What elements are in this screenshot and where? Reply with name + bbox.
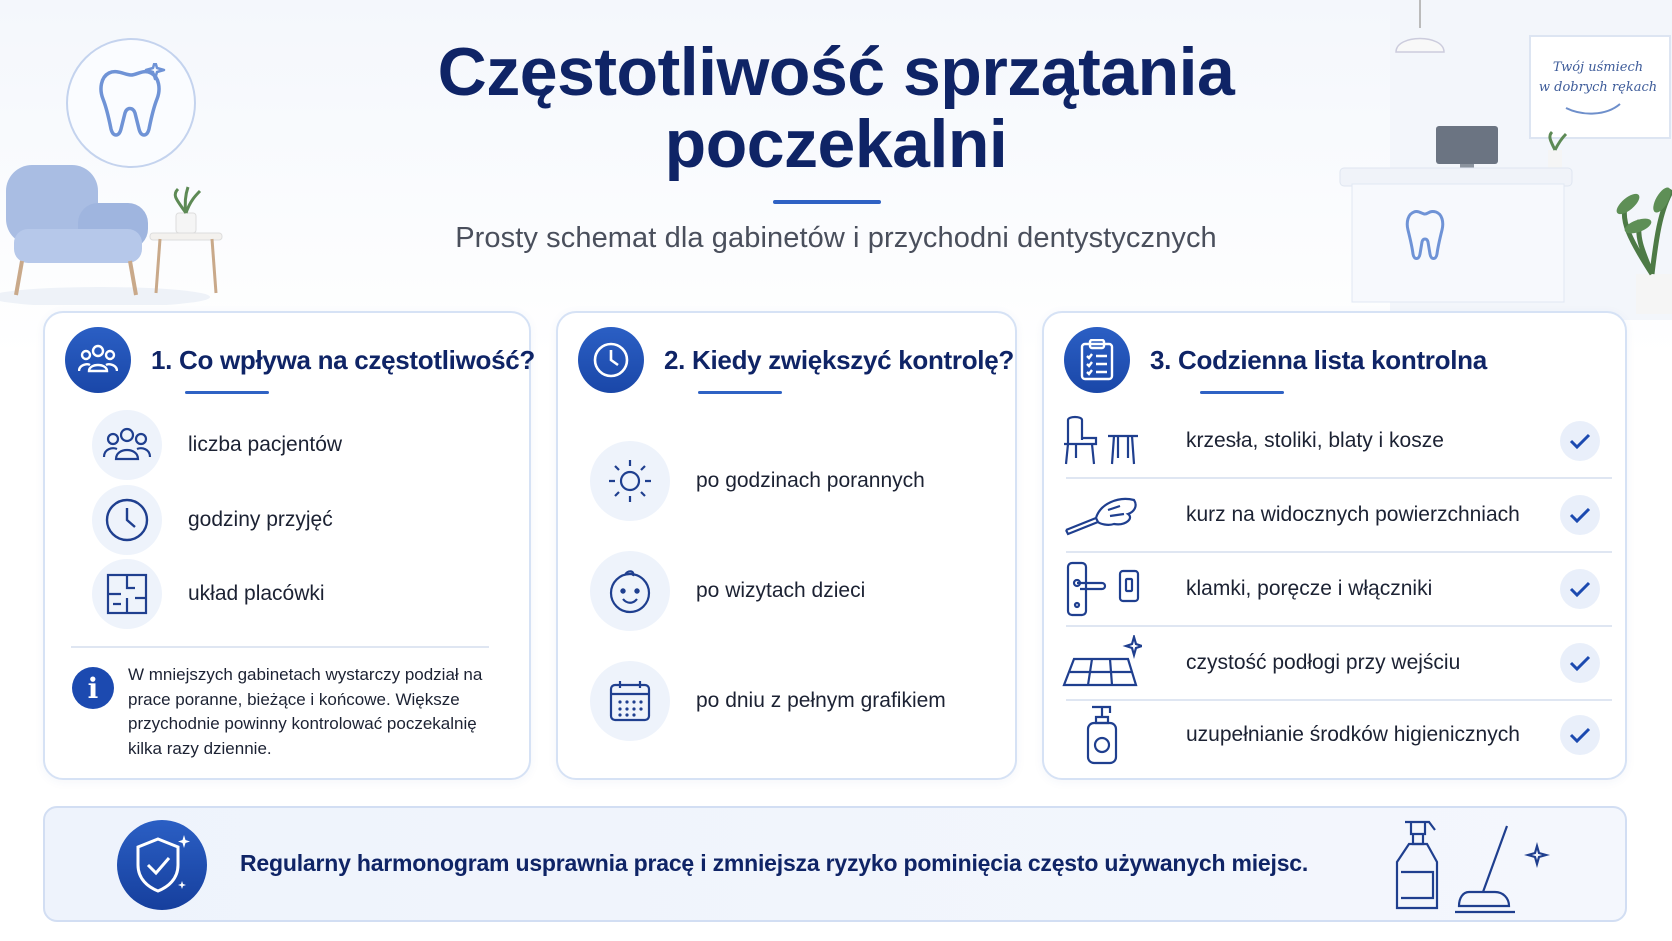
card-2-underline	[698, 391, 782, 394]
child-face-icon	[590, 551, 670, 631]
card-2-title: 2. Kiedy zwiększyć kontrolę?	[664, 344, 1014, 375]
card-2-header	[578, 327, 1014, 393]
factor-item	[92, 559, 325, 629]
check-icon	[1560, 569, 1600, 609]
clock-header-icon	[578, 327, 644, 393]
checklist-item	[1062, 627, 1612, 699]
people-group-icon	[65, 327, 131, 393]
checklist-item	[1062, 405, 1612, 477]
door-handle-icon	[1062, 559, 1150, 619]
checklist-label: kurz na widocznych powierzchniach	[1186, 503, 1520, 526]
clock-icon	[92, 485, 162, 555]
trigger-label: po godzinach porannych	[696, 469, 925, 492]
card-frequency-factors	[43, 311, 535, 780]
checklist-item	[1062, 553, 1612, 625]
chair-table-icon	[1062, 411, 1150, 471]
checklist-item	[1062, 479, 1612, 551]
factor-label: liczba pacjentów	[188, 433, 343, 456]
page-title-line-2: poczekalni	[664, 106, 1008, 182]
trigger-item	[590, 661, 946, 741]
clipboard-icon	[1064, 327, 1130, 393]
check-icon	[1560, 495, 1600, 535]
people-icon	[92, 410, 162, 480]
cleaning-supplies-icon	[1385, 818, 1555, 914]
check-icon	[1560, 421, 1600, 461]
title-underline	[773, 200, 881, 204]
card-1-divider	[71, 646, 489, 648]
card-3-underline	[1200, 391, 1284, 394]
sign-line-1: Twój uśmiech	[1552, 60, 1644, 75]
factor-item	[92, 410, 342, 480]
card-1-title: 1. Co wpływa na częstotliwość?	[151, 344, 535, 375]
card-3-title: 3. Codzienna lista kontrolna	[1150, 344, 1487, 375]
info-note: W mniejszych gabinetach wystarczy podział na prace poranne, bieżące i końcowe. Większe przychodnie powinny kontrolować poczekalnię kilka razy dziennie.	[128, 665, 483, 758]
duster-icon	[1062, 485, 1150, 545]
summary-banner	[43, 806, 1627, 922]
banner-message: Regularny harmonogram usprawnia pracę i zmniejsza ryzyko pominięcia często używanych miejsc.	[240, 850, 1309, 876]
calendar-icon	[590, 661, 670, 741]
card-1-underline	[185, 391, 269, 394]
shield-check-icon	[117, 820, 207, 910]
card-daily-checklist	[1042, 311, 1627, 780]
card-increase-control	[556, 311, 1017, 780]
card-1-header	[65, 327, 535, 393]
factor-label: układ placówki	[188, 582, 325, 605]
trigger-label: po wizytach dzieci	[696, 579, 866, 602]
card-3-header	[1064, 327, 1487, 393]
page-title-line-1: Częstotliwość sprzątania	[437, 34, 1235, 110]
factor-label: godziny przyjęć	[188, 508, 333, 531]
checklist-label: klamki, poręcze i włączniki	[1186, 577, 1433, 600]
page-title	[0, 36, 1672, 180]
check-icon	[1560, 715, 1600, 755]
page-subtitle: Prosty schemat dla gabinetów i przychodni dentystycznych	[455, 222, 1217, 254]
trigger-label: po dniu z pełnym grafikiem	[696, 689, 946, 712]
checklist-label: krzesła, stoliki, blaty i kosze	[1186, 429, 1444, 452]
checklist-item	[1062, 699, 1612, 771]
trigger-item	[590, 551, 865, 631]
checklist-label: czystość podłogi przy wejściu	[1186, 651, 1461, 674]
info-icon: i	[72, 667, 114, 709]
soap-dispenser-icon	[1062, 705, 1150, 765]
sign-line-2: w dobrych rękach	[1538, 80, 1658, 95]
factor-item	[92, 485, 333, 555]
trigger-item	[590, 441, 925, 521]
check-icon	[1560, 643, 1600, 683]
checklist-label: uzupełnianie środków higienicznych	[1186, 723, 1520, 746]
sun-icon	[590, 441, 670, 521]
floor-plan-icon	[92, 559, 162, 629]
floor-tiles-icon	[1062, 633, 1150, 693]
